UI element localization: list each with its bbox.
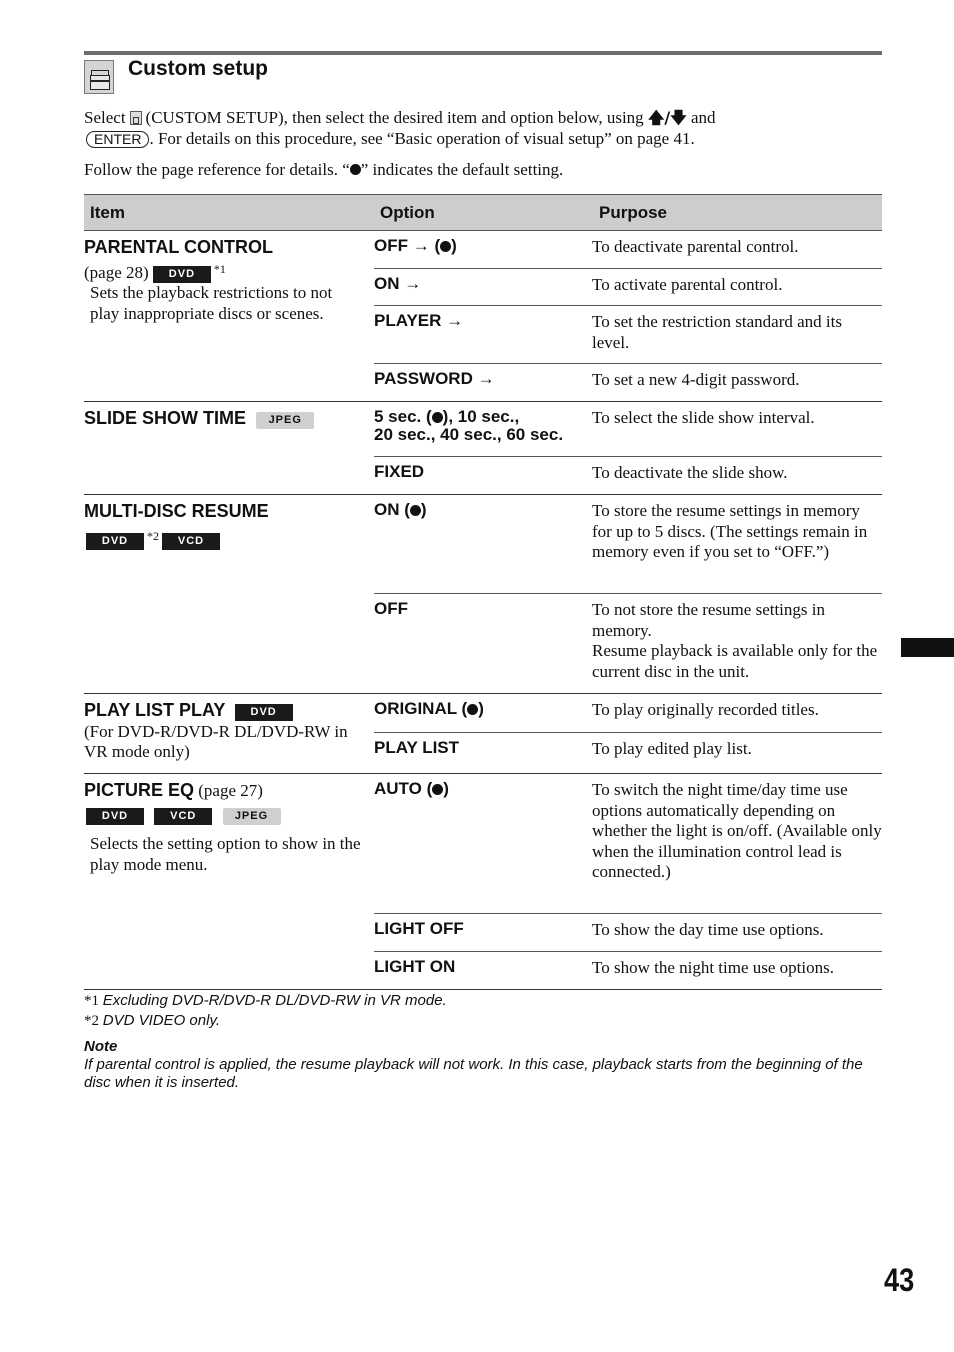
default-dot-icon	[467, 704, 478, 715]
table-row	[374, 402, 882, 457]
custom-setup-icon	[130, 111, 142, 125]
option-cell: ON →	[374, 274, 422, 293]
option-cell: LIGHT OFF	[374, 919, 464, 938]
purpose-cell: To play edited play list.	[592, 739, 752, 758]
purpose-cell: To play originally recorded titles.	[592, 700, 819, 719]
item-cell: PLAY LIST PLAY DVD (For DVD-R/DVD-R DL/DVD-RW in VR mode only)	[84, 700, 348, 761]
purpose-cell: To show the night time use options.	[592, 958, 834, 977]
footnote-1: *1 Excluding DVD-R/DVD-R DL/DVD-RW in VR mode.	[84, 992, 447, 1009]
default-dot-icon	[350, 164, 361, 175]
up-down-arrows-icon: 🡅/🡇	[647, 108, 687, 127]
purpose-cell: To set a new 4-digit password.	[592, 370, 800, 389]
table-header	[84, 194, 882, 231]
table-row	[374, 269, 882, 306]
purpose-cell: To deactivate parental control.	[592, 237, 799, 256]
table-row	[374, 733, 882, 773]
option-cell: OFF	[374, 599, 408, 618]
option-cell: LIGHT ON	[374, 957, 456, 976]
table-row	[374, 952, 882, 989]
option-cell: ORIGINAL ( )	[374, 699, 484, 718]
note-text: If parental control is applied, the resume playback will not work. In this case, playback starts from the beginning of the disc when it is inserted.	[84, 1056, 863, 1091]
dvd-badge: DVD	[153, 266, 211, 283]
group-play-list-play	[84, 694, 882, 774]
section-top-rule	[84, 51, 882, 55]
item-cell: PARENTAL CONTROL (page 28) DVD $^{*1}$ Sets the playback restrictions to not play inappropriate discs or scenes.	[84, 237, 364, 324]
page-number: 43	[884, 1262, 915, 1298]
purpose-cell: To set the restriction standard and its level.	[592, 312, 842, 352]
option-cell: FIXED	[374, 462, 425, 481]
option-cell: PASSWORD →	[374, 369, 495, 388]
jpeg-badge: JPEG	[223, 808, 281, 825]
table-row	[374, 457, 882, 494]
purpose-cell: To switch the night time/day time use options automatically depending on whether the light is on/off. (Available only when the illumination control lead is connected.)	[592, 780, 882, 881]
purpose-cell: To activate parental control.	[592, 275, 783, 294]
table-row	[374, 364, 882, 401]
purpose-cell: To not store the resume settings in memory. Resume playback is available only for the current disc in the unit.	[592, 600, 878, 681]
jpeg-badge: JPEG	[256, 412, 314, 429]
table-row	[374, 231, 882, 269]
table-row	[374, 306, 882, 364]
header-item: Item	[90, 203, 125, 222]
side-tab-marker	[901, 638, 954, 657]
option-cell: PLAYER →	[374, 311, 464, 330]
item-title: PICTURE EQ	[84, 780, 195, 800]
table-row	[374, 495, 882, 594]
note-ref: *1	[213, 261, 226, 276]
item-title: PLAY LIST PLAY	[84, 700, 226, 720]
vcd-badge: VCD	[154, 808, 212, 825]
purpose-cell: To select the slide show interval.	[592, 408, 815, 427]
option-cell: ON ( )	[374, 500, 427, 519]
footnote-2: *2 DVD VIDEO only.	[84, 1012, 221, 1029]
option-cell: PLAY LIST	[374, 738, 460, 757]
intro-paragraph: Select (CUSTOM SETUP), then select the desired item and option below, using 🡅/🡇 and ENTER . For details on this procedure, see “Basic operation of visual setup” on page 41.	[84, 108, 716, 148]
dvd-badge: DVD	[86, 808, 144, 825]
option-cell: OFF → ( )	[374, 236, 457, 255]
default-dot-icon	[432, 412, 443, 423]
default-dot-icon	[410, 505, 421, 516]
option-cell: 5 sec. ( ), 10 sec., 20 sec., 40 sec., 60 sec.	[374, 407, 564, 444]
header-option: Option	[380, 203, 435, 222]
enter-key-icon: ENTER	[86, 131, 149, 148]
item-cell: PICTURE EQ (page 27) DVD VCD JPEG Selects the setting option to show in the play mode menu.	[84, 780, 364, 875]
section-title: Custom setup	[128, 57, 269, 80]
default-dot-icon	[432, 784, 443, 795]
default-dot-icon	[440, 241, 451, 252]
vcd-badge: VCD	[162, 533, 220, 550]
group-slide-show-time	[84, 402, 882, 495]
note-ref: *2	[147, 528, 159, 543]
group-multi-disc-resume	[84, 495, 882, 694]
group-parental-control	[84, 231, 882, 402]
group-picture-eq	[84, 774, 882, 990]
table-row	[374, 694, 882, 733]
table-row	[374, 774, 882, 914]
item-cell	[84, 408, 364, 430]
follow-paragraph: Follow the page reference for details. “ ” indicates the default setting.	[84, 160, 564, 179]
header-purpose: Purpose	[599, 203, 668, 222]
custom-setup-table	[84, 194, 882, 990]
purpose-cell: To store the resume settings in memory for up to 5 discs. (The settings remain in memory even if you set to “OFF.”)	[592, 501, 868, 561]
toolbox-icon	[84, 60, 114, 94]
purpose-cell: To deactivate the slide show.	[592, 463, 788, 482]
table-row	[374, 594, 882, 693]
item-description: Selects the setting option to show in the play mode menu.	[90, 834, 361, 874]
dvd-badge: DVD	[86, 533, 144, 550]
dvd-badge: DVD	[235, 704, 293, 721]
item-title: MULTI-DISC RESUME	[84, 501, 269, 521]
note-heading: Note	[84, 1038, 118, 1055]
item-title: SLIDE SHOW TIME	[84, 408, 246, 428]
item-cell	[84, 501, 364, 550]
table-row	[374, 914, 882, 952]
item-title: PARENTAL CONTROL	[84, 237, 273, 257]
item-description: Sets the playback restrictions to not play inappropriate discs or scenes.	[90, 283, 333, 323]
option-cell: AUTO ( )	[374, 779, 449, 798]
purpose-cell: To show the day time use options.	[592, 920, 824, 939]
